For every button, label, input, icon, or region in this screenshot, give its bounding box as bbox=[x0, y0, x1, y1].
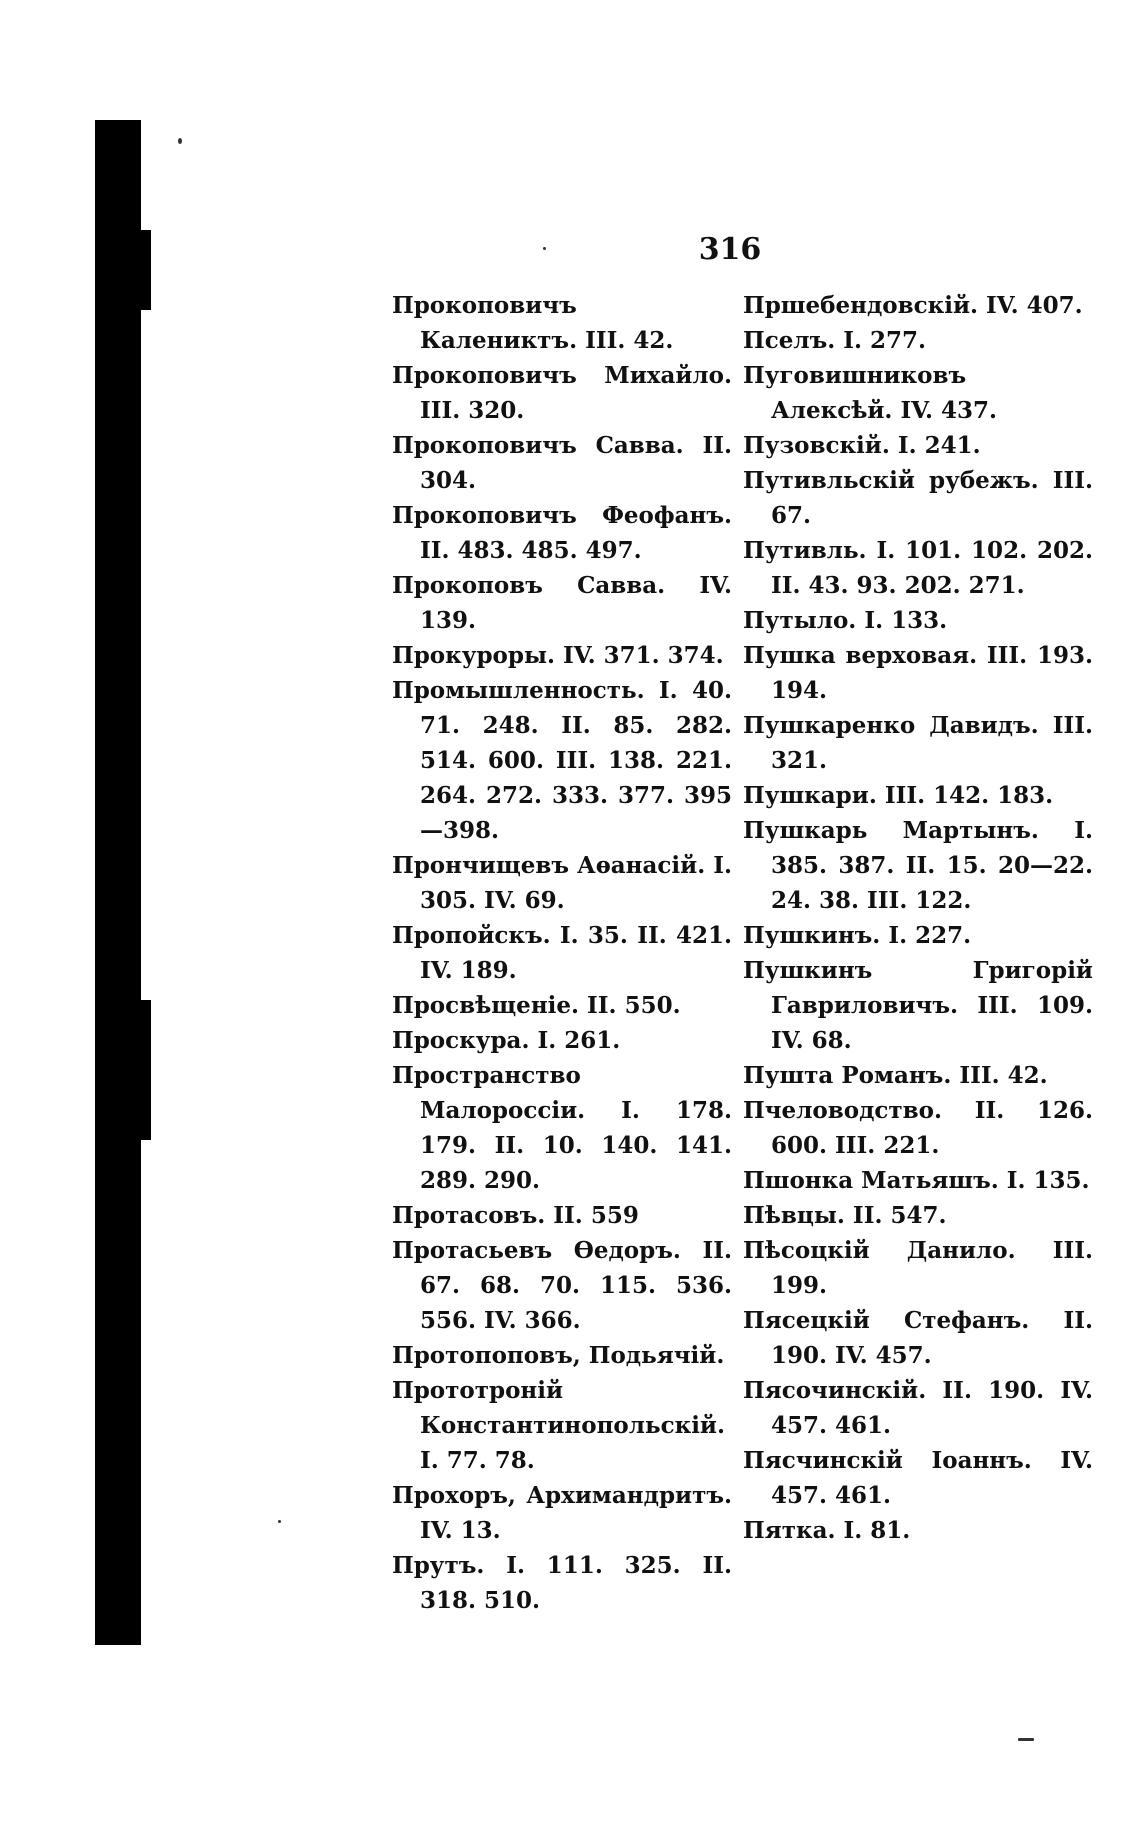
index-entry: Пушкинъ Григорій Гавриловичъ. III. 109. IV. 68. bbox=[743, 957, 1093, 1054]
index-entry: Пуговишниковъ Алексѣй. IV. 437. bbox=[743, 362, 998, 424]
index-entry: Прокоповичъ Феофанъ. II. 483. 485. 497. bbox=[392, 502, 732, 564]
index-entry: Пѣсоцкій Данило. III. 199. bbox=[743, 1237, 1093, 1299]
index-entry: Пятка. I. 81. bbox=[743, 1517, 911, 1544]
page-number: 316 bbox=[698, 232, 762, 267]
index-entry: Пушкари. III. 142. 183. bbox=[743, 782, 1054, 809]
index-entry: Пясочинскій. II. 190. IV. 457. 461. bbox=[743, 1377, 1093, 1439]
index-entry: Прокоповичъ Савва. II. 304. bbox=[392, 432, 732, 494]
binding-notch bbox=[133, 1000, 151, 1140]
page-binding-edge bbox=[95, 120, 141, 1645]
index-entry: Путивль. I. 101. 102. 202. II. 43. 93. 202. 271. bbox=[743, 537, 1093, 599]
index-entry: Пѣвцы. II. 547. bbox=[743, 1202, 947, 1229]
index-entry: Проскура. I. 261. bbox=[392, 1027, 621, 1054]
index-entry: Прокуроры. IV. 371. 374. bbox=[392, 642, 724, 669]
index-entry: Пчеловодство. II. 126. 600. III. 221. bbox=[743, 1097, 1093, 1159]
index-entry: Прототроній Константинопольскій. I. 77. 78. bbox=[392, 1377, 725, 1474]
index-entry: Прокоповъ Савва. IV. 139. bbox=[392, 572, 732, 634]
index-entry: Пушкинъ. I. 227. bbox=[743, 922, 972, 949]
index-entry: Прокоповичъ Калениктъ. III. 42. bbox=[392, 292, 674, 354]
index-entry: Протопоповъ, Подьячій. bbox=[392, 1342, 725, 1369]
index-entry: Пушка верховая. III. 193. 194. bbox=[743, 642, 1093, 704]
index-entry: Протасьевъ Ѳедоръ. II. 67. 68. 70. 115. 536. 556. IV. 366. bbox=[392, 1237, 732, 1334]
index-entry: Пропойскъ. I. 35. II. 421. IV. 189. bbox=[392, 922, 732, 984]
index-column-left bbox=[392, 288, 732, 1618]
binding-notch bbox=[133, 230, 151, 310]
print-speck bbox=[543, 247, 546, 250]
index-entry: Прохоръ, Архимандритъ. IV. 13. bbox=[392, 1482, 732, 1544]
index-entry: Пушта Романъ. III. 42. bbox=[743, 1062, 1048, 1089]
index-entry: Пшонка Матьяшъ. I. 135. bbox=[743, 1167, 1090, 1194]
index-entry: Прутъ. I. 111. 325. II. 318. 510. bbox=[392, 1552, 732, 1614]
index-entry: Пясецкій Стефанъ. II. 190. IV. 457. bbox=[743, 1307, 1093, 1369]
print-speck bbox=[278, 1520, 281, 1523]
index-entry: Просвѣщеніе. II. 550. bbox=[392, 992, 681, 1019]
index-entry: Промышленность. I. 40. 71. 248. II. 85. 282. 514. 600. III. 138. 221. 264. 272. 333. 377. 395—398. bbox=[392, 677, 732, 844]
print-speck bbox=[1018, 1738, 1034, 1741]
index-entry: Путыло. I. 133. bbox=[743, 607, 948, 634]
index-entry: Пространство Малороссіи. I. 178. 179. II. 10. 140. 141. 289. 290. bbox=[392, 1062, 732, 1194]
index-entry: Прончищевъ Аѳанасій. I. 305. IV. 69. bbox=[392, 852, 732, 914]
print-speck bbox=[178, 138, 182, 144]
index-entry: Протасовъ. II. 559 bbox=[392, 1202, 639, 1229]
index-entry: Прокоповичъ Михайло. III. 320. bbox=[392, 362, 732, 424]
index-entry: Пушкаренко Давидъ. III. 321. bbox=[743, 712, 1093, 774]
index-entry: Пясчинскій Іоаннъ. IV. 457. 461. bbox=[743, 1447, 1093, 1509]
index-entry: Путивльскій рубежъ. III. 67. bbox=[743, 467, 1093, 529]
index-entry: Пушкарь Мартынъ. I. 385. 387. II. 15. 20—22. 24. 38. III. 122. bbox=[743, 817, 1093, 914]
index-column-right bbox=[743, 288, 1093, 1548]
index-entry: Пселъ. I. 277. bbox=[743, 327, 927, 354]
index-entry: Пузовскій. I. 241. bbox=[743, 432, 981, 459]
index-entry: Пршебендовскій. IV. 407. bbox=[743, 292, 1083, 319]
